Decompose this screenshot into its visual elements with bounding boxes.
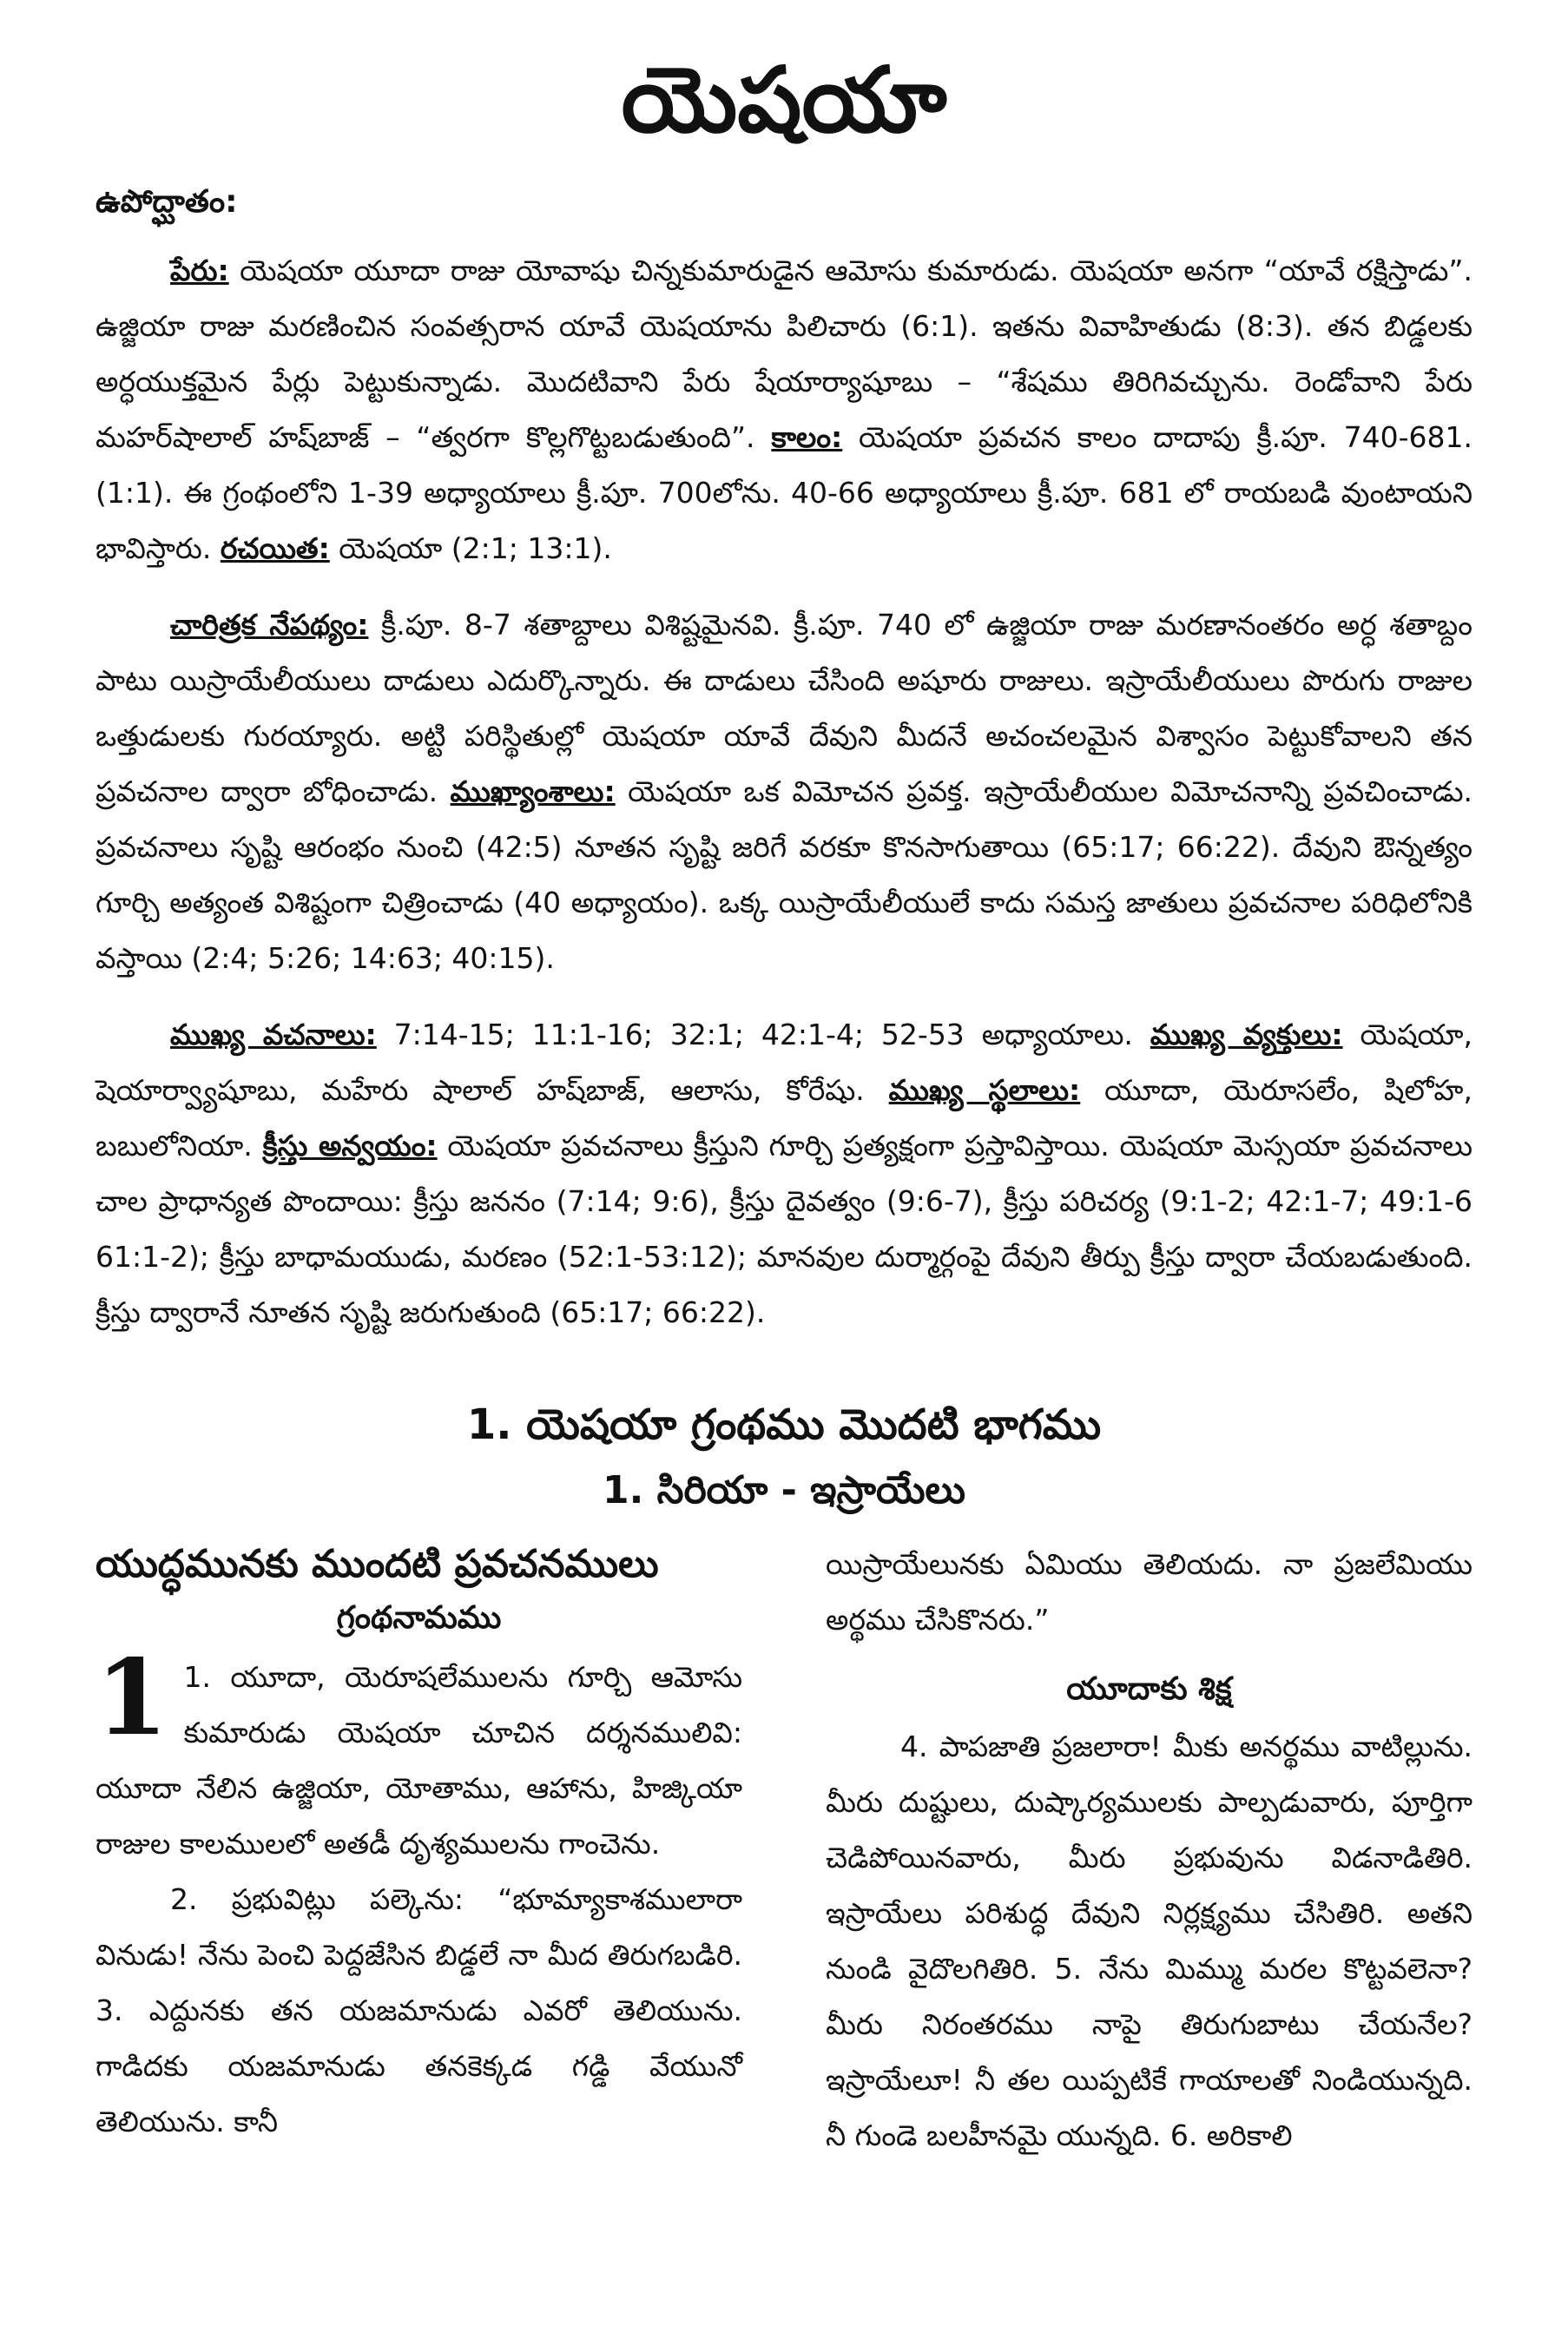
themes-label: ముఖ్యాంశాలు: xyxy=(450,774,616,808)
intro-heading: ఉపోద్ఘాతం: xyxy=(96,184,238,220)
background-label: చారిత్రక నేపథ్యం: xyxy=(170,608,369,642)
author-text: యెషయా (2:1; 13:1). xyxy=(329,531,612,565)
section-title: 1. యెషయా గ్రంథము మొదటి భాగము xyxy=(466,1400,1102,1449)
key-verses-label: ముఖ్య వచనాలు: xyxy=(170,1018,377,1051)
christ-application-text: యెషయా ప్రవచనాలు క్రీస్తుని గూర్చి ప్రత్యక్షంగా ప్రస్తావిస్తాయి. యెషయా మెస్సయా ప్రవచనాలు చాల ప్రాధాన్యత పొందాయి: క్రీస్తు జననం (7:14; 9:6), క్రీస్తు దైవత్వం (9:6-7), క్రీస్తు పరిచర్య (9:1-2; 42:1-7; 49:1-6 61:1-2); క్రీస్తు బాధామయుడు, మరణం (52:1-53:12); మానవుల దుర్మార్గంపై దేవుని తీర్పు క్రీస్తు ద్వారా చేయబడుతుంది. క్రీస్తు ద్వారానే నూతన సృష్టి జరుగుతుంది (65:17; 66:22). xyxy=(96,1129,1472,1329)
author-label: రచయిత: xyxy=(220,531,330,565)
time-text: యెషయా ప్రవచన కాలం దాదాపు క్రీ.పూ. 740-681. (1:1). ఈ గ్రంథంలోని 1-39 అధ్యాయాలు క్రీ.పూ. 700లోను. 40-66 అధ్యాయాలు క్రీ.పూ. 681 లో రాయబడి వుంటాయని భావిస్తారు. xyxy=(96,420,1472,565)
background-text: క్రీ.పూ. 8-7 శతాబ్దాలు విశిష్టమైనవి. క్రీ.పూ. 740 లో ఉజ్జియా రాజు మరణానంతరం అర్ధ శతాబ్దం పాటు యిస్రాయేలీయులు దాడులు ఎదుర్కొన్నారు. ఈ దాడులు చేసింది అషూరు రాజులు. ఇస్రాయేలీయులు పొరుగు రాజుల ఒత్తుడులకు గురయ్యారు. అట్టి పరిస్థితుల్లో యెషయా యావే దేవుని మీదనే అచంచలమైన విశ్వాసం పెట్టుకోవాలని తన ప్రవచనాల ద్వారా బోధించాడు. xyxy=(96,608,1472,808)
time-label: కాలం: xyxy=(771,420,843,454)
intro-paragraph-background-themes xyxy=(96,597,1472,986)
left-column-subheading: గ్రంథనామము xyxy=(336,1600,502,1636)
left-column xyxy=(96,1537,742,2164)
key-verses-text: 7:14-15; 11:1-16; 32:1; 42:1-4; 52-53 అధ్యాయాలు. xyxy=(376,1018,1150,1051)
section-subtitle: 1. సిరియా - ఇస్రాయేలు xyxy=(603,1468,965,1512)
intro-paragraph-name-time-author xyxy=(96,243,1472,576)
key-places-text: యూదా, యెరూసలేం, షిలోహ, బబులోనియా. xyxy=(96,1073,1472,1163)
right-column-heading: యూదాకు శిక్ష xyxy=(1066,1671,1232,1707)
verse-4-6-text: 4. పాపజాతి ప్రజలారా! మీకు అనర్థము వాటిల్లును. మీరు దుష్టులు, దుష్కార్యములకు పాల్పడువారు, పూర్తిగా చెడిపోయినవారు, మీరు ప్రభువును విడనాడితిరి. ఇస్రాయేలు పరిశుద్ధ దేవుని నిర్లక్ష్యము చేసితిరి. అతని నుండి వైదొలగితిరి. 5. నేను మిమ్ము మరల కొట్టవలెనా? మీరు నిరంతరము నాపై తిరుగుబాటు చేయనేల? ఇస్రాయేలూ! నీ తల యిప్పటికే గాయాలతో నిండియున్నది. నీ గుండె బలహీనమై యున్నది. 6. అరికాలి xyxy=(826,1729,1472,2152)
key-places-label: ముఖ్య స్థలాలు: xyxy=(888,1073,1081,1107)
two-column-body xyxy=(96,1537,1472,2164)
themes-text: యెషయా ఒక విమోచన ప్రవక్త. ఇస్రాయేలీయుల విమోచనాన్ని ప్రవచించాడు. ప్రవచనాలు సృష్టి ఆరంభం నుంచి (42:5) నూతన సృష్టి జరిగే వరకూ కొనసాగుతాయి (65:17; 66:22). దేవుని ఔన్నత్యం గూర్చి అత్యంత విశిష్టంగా చిత్రించాడు (40 అధ్యాయం). ఒక్క యిస్రాయేలీయులే కాదు సమస్త జాతులు ప్రవచనాల పరిధిలోనికి వస్తాయి (2:4; 5:26; 14:63; 40:15). xyxy=(96,774,1472,975)
intro-paragraph-key-items xyxy=(96,1007,1472,1341)
book-title: యెషయా xyxy=(621,47,947,153)
verse-2-3-text: 2. ప్రభువిట్లు పల్కెను: “భూమ్యాకాశములారా వినుడు! నేను పెంచి పెద్దజేసిన బిడ్డలే నా మీద తిరుగబడిరి. 3. ఎద్దునకు తన యజమానుడు ఎవరో తెలియును. గాడిదకు యజమానుడు తనకెక్కడ గడ్డి వేయునో తెలియును. కానీ xyxy=(96,1882,742,2138)
key-persons-text: యెషయా, షెయార్వ్యాషూబు, మహేరు షాలాల్ హష్‌బాజ్, ఆలాసు, కోరేషు. xyxy=(96,1018,1472,1107)
name-label: పేరు: xyxy=(170,254,229,287)
right-column-continuation: యిస్రాయేలునకు ఏమియు తెలియదు. నా ప్రజలేమియు అర్థము చేసికొనరు.” xyxy=(826,1547,1472,1637)
key-persons-label: ముఖ్య వ్యక్తులు: xyxy=(1150,1018,1343,1051)
christ-application-label: క్రీస్తు అన్వయం: xyxy=(262,1129,438,1163)
page xyxy=(96,35,1472,2164)
right-column xyxy=(826,1537,1472,2164)
name-text: యెషయా యూదా రాజు యోవాషు చిన్నకుమారుడైన ఆమోసు కుమారుడు. యెషయా అనగా “యావే రక్షిస్తాడు”. ఉజ్జియా రాజు మరణించిన సంవత్సరాన యావే యెషయాను పిలిచారు (6:1). ఇతను వివాహితుడు (8:3). తన బిడ్డలకు అర్ధయుక్తమైన పేర్లు పెట్టుకున్నాడు. మొదటివాని పేరు షేయార్యాషూబు – “శేషము తిరిగివచ్చును. రెండోవాని పేరు మహర్‌షాలాల్ హష్‌బాజ్ – “త్వరగా కొల్లగొట్టబడుతుంది”. xyxy=(96,254,1472,454)
chapter-number: 1 xyxy=(96,1637,168,1759)
verse-1-text: 1. యూదా, యెరూషలేములను గూర్చి ఆమోసు కుమారుడు యెషయా చూచిన దర్శనములివి: యూదా నేలిన ఉజ్జియా, యోతాము, ఆహాను, హిజ్కియా రాజుల కాలములలో అతడీ దృశ్యములను గాంచెను. xyxy=(96,1660,742,1861)
left-column-heading: యుద్ధమునకు ముందటి ప్రవచనములు xyxy=(96,1542,659,1586)
chapter-1-text xyxy=(96,1637,742,1872)
